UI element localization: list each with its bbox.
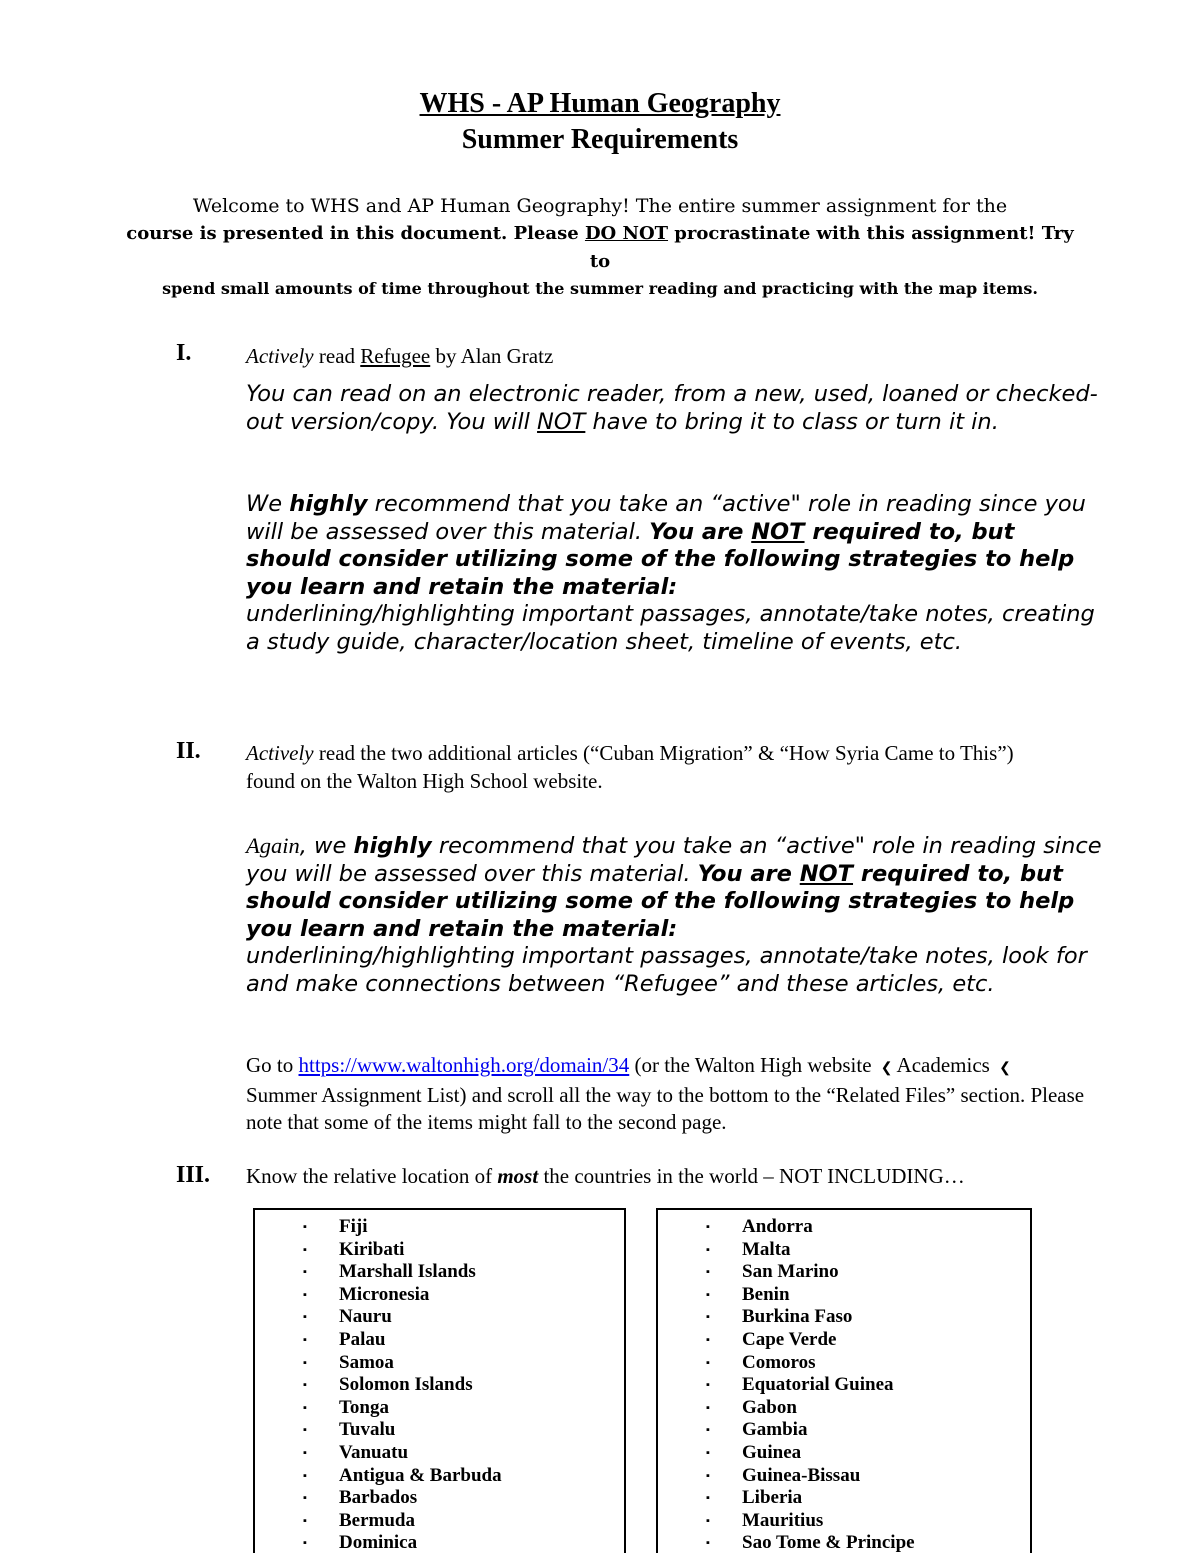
s2p2-go-to: Go to bbox=[246, 1053, 299, 1077]
s2p1-required: required to, but should consider utilizing some of the following strategies to help you learn and retain the material: bbox=[246, 860, 1075, 942]
excluded-countries-box-left bbox=[253, 1208, 626, 1553]
list-item bbox=[255, 1532, 624, 1553]
country-name: Gabon bbox=[742, 1396, 797, 1418]
bullet-icon: ▪ bbox=[706, 1288, 710, 1301]
bullet-icon: ▪ bbox=[303, 1537, 307, 1550]
bullet-icon: ▪ bbox=[706, 1221, 710, 1233]
country-name: Liberia bbox=[742, 1487, 803, 1509]
country-name: Samoa bbox=[339, 1351, 394, 1373]
country-name: Fiji bbox=[339, 1216, 368, 1237]
intro-line-2 bbox=[120, 220, 1080, 276]
country-name: Equatorial Guinea bbox=[742, 1374, 894, 1396]
title-block bbox=[0, 86, 1200, 158]
list-item bbox=[255, 1374, 624, 1397]
excluded-countries-box-right bbox=[656, 1208, 1032, 1553]
bullet-icon: ▪ bbox=[303, 1446, 307, 1459]
list-item bbox=[658, 1487, 1030, 1510]
country-name: Sao Tome & Principe bbox=[742, 1532, 915, 1553]
s2p2-d: Summer Assignment List) and scroll all the way to the bottom to the “Related Files” section. Please note that some of the items might fall to the second page. bbox=[246, 1083, 1085, 1134]
list-item bbox=[658, 1510, 1030, 1533]
intro-line-1: Welcome to WHS and AP Human Geography! The entire summer assignment for the bbox=[192, 195, 1008, 217]
section-1-paragraph-2 bbox=[246, 491, 1106, 656]
intro-line-2c: procrastinate with this assignment! Try to bbox=[589, 223, 1074, 272]
section-2-heading-text: read the two additional articles (“Cuban Migration” & “How Syria Came to This”) found on the Walton High School website. bbox=[246, 741, 1014, 793]
s1p1-not: NOT bbox=[537, 408, 586, 435]
list-item bbox=[658, 1442, 1030, 1465]
section-3-numeral: III. bbox=[176, 1162, 211, 1188]
list-item bbox=[255, 1442, 624, 1465]
s3-heading-a: Know the relative location of bbox=[246, 1164, 498, 1188]
bullet-icon: ▪ bbox=[303, 1243, 307, 1256]
intro-do-not: DO NOT bbox=[584, 223, 669, 244]
country-name: Tonga bbox=[339, 1396, 389, 1418]
s2p2-academics: Academics bbox=[896, 1053, 996, 1077]
country-name: Bermuda bbox=[339, 1509, 415, 1531]
list-item bbox=[658, 1216, 1030, 1239]
s2p2-b: (or the Walton High website bbox=[629, 1053, 877, 1077]
section-1-actively: Actively bbox=[246, 344, 314, 368]
bullet-icon: ▪ bbox=[706, 1311, 710, 1324]
s2p1-you-are: You are bbox=[697, 860, 800, 887]
country-name: Cape Verde bbox=[742, 1328, 837, 1350]
s1p2-a: We bbox=[246, 491, 290, 517]
list-item bbox=[255, 1306, 624, 1329]
country-name: Solomon Islands bbox=[339, 1374, 473, 1396]
list-item bbox=[255, 1465, 624, 1488]
arrow-icon: ❮ bbox=[880, 1061, 893, 1076]
country-name: Mauritius bbox=[742, 1509, 824, 1531]
country-name: Vanuatu bbox=[339, 1441, 409, 1463]
s2p1-not: NOT bbox=[799, 860, 854, 887]
list-item bbox=[658, 1465, 1030, 1488]
bullet-icon: ▪ bbox=[706, 1379, 710, 1392]
list-item bbox=[255, 1419, 624, 1442]
intro-line-3: spend small amounts of time throughout the summer reading and practicing with the map items. bbox=[162, 279, 1038, 298]
s3-heading-c: the countries in the world – NOT INCLUDING… bbox=[538, 1164, 965, 1188]
bullet-icon: ▪ bbox=[303, 1492, 307, 1505]
list-item bbox=[658, 1261, 1030, 1284]
s2p1-d: recommend that you take an “active" role in reading since you will be assessed over this material. bbox=[246, 833, 1102, 887]
book-title-refugee: Refugee bbox=[360, 344, 431, 368]
country-name: Burkina Faso bbox=[742, 1306, 853, 1328]
list-item bbox=[658, 1239, 1030, 1262]
page-title: WHS - AP Human Geography bbox=[419, 88, 781, 119]
bullet-icon: ▪ bbox=[303, 1356, 307, 1369]
bullet-icon: ▪ bbox=[303, 1311, 307, 1324]
list-item bbox=[255, 1510, 624, 1533]
bullet-icon: ▪ bbox=[706, 1514, 710, 1527]
country-name: Barbados bbox=[339, 1487, 418, 1509]
section-1-heading bbox=[246, 342, 1106, 370]
intro-line-2a: course is presented in this document. Please bbox=[126, 223, 585, 244]
section-2-numeral: II. bbox=[176, 738, 201, 764]
bullet-icon: ▪ bbox=[706, 1401, 710, 1414]
section-1-read: read bbox=[313, 344, 361, 368]
country-name: Gambia bbox=[742, 1419, 808, 1441]
website-link[interactable]: https://www.waltonhigh.org/domain/34 bbox=[298, 1053, 630, 1077]
s1p2-required: required to, but should consider utilizing some of the following strategies to help you learn and retain the material: bbox=[246, 518, 1075, 600]
list-item bbox=[658, 1352, 1030, 1375]
list-item bbox=[255, 1397, 624, 1420]
list-item bbox=[255, 1216, 624, 1239]
section-2-paragraph-1 bbox=[246, 832, 1106, 998]
country-name: Guinea bbox=[742, 1441, 802, 1463]
country-name: Marshall Islands bbox=[339, 1261, 476, 1283]
bullet-icon: ▪ bbox=[303, 1401, 307, 1414]
country-name: San Marino bbox=[742, 1261, 839, 1283]
bullet-icon: ▪ bbox=[706, 1356, 710, 1369]
country-name: Nauru bbox=[339, 1306, 392, 1328]
bullet-icon: ▪ bbox=[303, 1266, 307, 1279]
bullet-icon: ▪ bbox=[706, 1333, 710, 1346]
list-item bbox=[658, 1397, 1030, 1420]
section-3-heading bbox=[246, 1162, 1106, 1190]
bullet-icon: ▪ bbox=[706, 1537, 710, 1550]
s3-most: most bbox=[497, 1164, 539, 1188]
country-name: Tuvalu bbox=[339, 1419, 396, 1441]
bullet-icon: ▪ bbox=[303, 1221, 307, 1233]
s2p1-strategies: underlining/highlighting important passages, annotate/take notes, look for and make connections between “Refugee” and these articles, etc. bbox=[246, 943, 1087, 997]
bullet-icon: ▪ bbox=[303, 1379, 307, 1392]
country-name: Antigua & Barbuda bbox=[339, 1464, 502, 1486]
country-name: Micronesia bbox=[339, 1283, 430, 1305]
list-item bbox=[255, 1239, 624, 1262]
s2p1-again: Again bbox=[246, 833, 300, 858]
section-2-heading bbox=[246, 739, 1046, 795]
bullet-icon: ▪ bbox=[706, 1424, 710, 1437]
bullet-icon: ▪ bbox=[706, 1266, 710, 1279]
country-name: Dominica bbox=[339, 1532, 418, 1553]
country-name: Benin bbox=[742, 1283, 790, 1305]
section-1-paragraph-1 bbox=[246, 381, 1106, 436]
s1p2-highly: highly bbox=[289, 491, 368, 517]
list-item bbox=[255, 1352, 624, 1375]
country-name: Guinea-Bissau bbox=[742, 1464, 861, 1486]
page-subtitle: Summer Requirements bbox=[461, 124, 739, 155]
bullet-icon: ▪ bbox=[706, 1446, 710, 1459]
section-2-actively: Actively bbox=[246, 741, 314, 765]
s2p1-b: , we bbox=[299, 833, 354, 859]
section-1-author: by Alan Gratz bbox=[430, 344, 554, 368]
list-item bbox=[255, 1284, 624, 1307]
country-name: Andorra bbox=[742, 1216, 813, 1237]
list-item bbox=[255, 1329, 624, 1352]
country-name: Malta bbox=[742, 1238, 791, 1260]
bullet-icon: ▪ bbox=[706, 1243, 710, 1256]
excluded-countries-list-left bbox=[255, 1210, 624, 1553]
list-item bbox=[658, 1284, 1030, 1307]
bullet-icon: ▪ bbox=[706, 1469, 710, 1482]
bullet-icon: ▪ bbox=[303, 1424, 307, 1437]
list-item bbox=[658, 1374, 1030, 1397]
list-item bbox=[658, 1532, 1030, 1553]
s1p2-strategies: underlining/highlighting important passages, annotate/take notes, creating a study guide, character/location sheet, timeline of events, etc. bbox=[246, 601, 1095, 655]
excluded-countries-list-right bbox=[658, 1210, 1030, 1553]
s1p1-c: have to bring it to class or turn it in. bbox=[585, 408, 999, 435]
country-name: Kiribati bbox=[339, 1238, 405, 1260]
list-item bbox=[255, 1487, 624, 1510]
bullet-icon: ▪ bbox=[303, 1469, 307, 1482]
section-1-numeral: I. bbox=[176, 340, 192, 366]
s1p2-not: NOT bbox=[751, 518, 805, 545]
bullet-icon: ▪ bbox=[303, 1333, 307, 1346]
section-2-paragraph-2 bbox=[246, 1052, 1091, 1136]
bullet-icon: ▪ bbox=[706, 1492, 710, 1505]
bullet-icon: ▪ bbox=[303, 1514, 307, 1527]
list-item bbox=[658, 1306, 1030, 1329]
s1p2-you-are: You are bbox=[649, 518, 752, 545]
bullet-icon: ▪ bbox=[303, 1288, 307, 1301]
intro-paragraph bbox=[120, 192, 1080, 302]
country-name: Comoros bbox=[742, 1351, 816, 1373]
arrow-icon: ❮ bbox=[999, 1061, 1011, 1076]
list-item bbox=[658, 1329, 1030, 1352]
s2p1-highly: highly bbox=[353, 833, 432, 859]
country-name: Palau bbox=[339, 1328, 386, 1350]
s1p2-c: recommend that you take an “active" role in reading since you will be assessed over this material. bbox=[246, 491, 1086, 545]
list-item bbox=[255, 1261, 624, 1284]
list-item bbox=[658, 1419, 1030, 1442]
s1p1-a: You can read on an electronic reader, from a new, used, loaned or checked-out version/copy. You will bbox=[246, 381, 1098, 435]
